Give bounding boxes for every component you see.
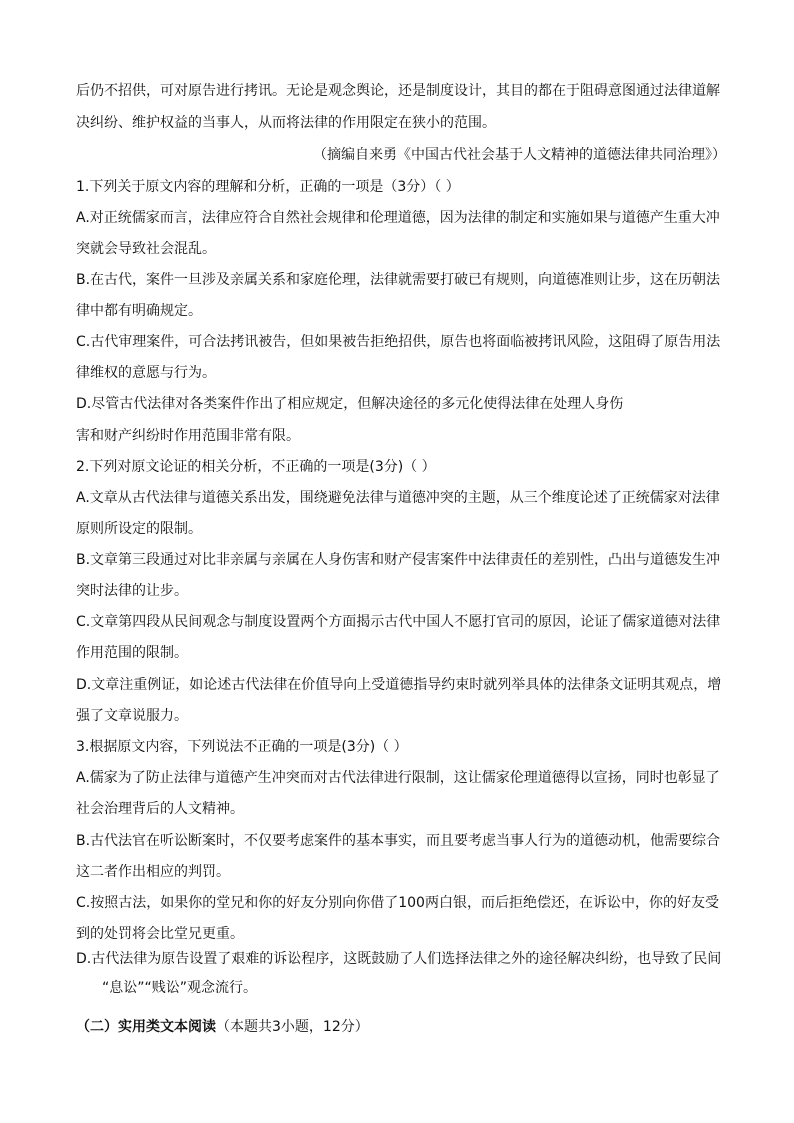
question-stem: 2.下列对原文论证的相关分析，不正确的一项是(3分)（ ） <box>76 459 436 475</box>
option-a-cont: 社会治理背后的人文精神。 <box>76 801 244 817</box>
option-b-cont: 律中都有明确规定。 <box>76 303 202 319</box>
question-stem: 3.根据原文内容，下列说法不正确的一项是(3分)（ ） <box>76 739 408 755</box>
option-d: D.尽管古代法律对各类案件作出了相应规定，但解决途径的多元化使得法律在处理人身伤 <box>76 396 624 412</box>
option-a-cont: 突就会导致社会混乱。 <box>76 241 216 257</box>
option-c: C.按照古法，如果你的堂兄和你的好友分别向你借了100两白银，而后拒绝偿还，在诉讼中，你的好友受 <box>76 895 719 911</box>
option-c-cont: 作用范围的限制。 <box>76 645 188 661</box>
option-b-cont: 突时法律的让步。 <box>76 583 188 599</box>
passage-line: 决纠纷、维护权益的当事人，从而将法律的作用限定在狭小的范围。 <box>76 115 496 131</box>
option-d: D.古代法律为原告设置了艰难的诉讼程序，这既鼓励了人们选择法律之外的途径解决纠纷，也导致了民间 <box>76 951 722 967</box>
passage-line: 后仍不招供，可对原告进行拷讯。无论是观念舆论，还是制度设计，其目的都在于阻碍意图通过法律道解 <box>76 83 720 99</box>
option-a: A.文章从古代法律与道德关系出发，围绕避免法律与道德冲突的主题，从三个维度论述了正统儒家对法律 <box>76 490 720 506</box>
option-a: A.儒家为了防止法律与道德产生冲突而对古代法律进行限制，这让儒家伦理道德得以宣扬，同时也彰显了 <box>76 770 720 786</box>
option-c-cont: 到的处罚将会比堂兄更重。 <box>76 926 244 942</box>
option-b: B.文章第三段通过对比非亲属与亲属在人身伤害和财产侵害案件中法律责任的差别性，凸出与道德发生冲 <box>76 552 721 568</box>
option-d-cont: 害和财产纠纷时作用范围非常有限。 <box>76 428 300 444</box>
option-d-cont: 强了文章说服力。 <box>76 708 188 724</box>
option-c: C.古代审理案件，可合法拷讯被告，但如果被告拒绝招供，原告也将面临被拷讯风险，这阻碍了原告用法 <box>76 334 721 350</box>
option-d-cont: “息讼”“贱讼”观念流行。 <box>102 980 258 996</box>
option-b: B.在古代，案件一旦涉及亲属关系和家庭伦理，法律就需要打破已有规则，向道德准则让步，这在历朝法 <box>76 272 721 288</box>
option-d: D.文章注重例证，如论述古代法律在价值导向上受道德指导约束时就列举具体的法律条文证明其观点，增 <box>76 677 722 693</box>
option-a-cont: 原则所设定的限制。 <box>76 521 202 537</box>
option-c: C.文章第四段从民间观念与制度设置两个方面揭示古代中国人不愿打官司的原因，论证了儒家道德对法律 <box>76 614 721 630</box>
question-stem: 1.下列关于原文内容的理解和分析，正确的一项是（3分）（ ） <box>76 179 460 195</box>
option-c-cont: 律维权的意愿与行为。 <box>76 365 216 381</box>
passage-source: （摘编自来勇《中国古代社会基于人文精神的道德法律共同治理》） <box>313 147 726 163</box>
section-note: （本题共3小题，12分） <box>216 1019 369 1035</box>
section-heading <box>76 1018 369 1036</box>
option-b-cont: 这二者作出相应的判罚。 <box>76 864 230 880</box>
section-title: （二）实用类文本阅读 <box>76 1019 216 1035</box>
option-b: B.古代法官在听讼断案时，不仅要考虑案件的基本事实，而且要考虑当事人行为的道德动机，他需要综合 <box>76 833 721 849</box>
option-a: A.对正统儒家而言，法律应符合自然社会规律和伦理道德，因为法律的制定和实施如果与道德产生重大冲 <box>76 210 720 226</box>
